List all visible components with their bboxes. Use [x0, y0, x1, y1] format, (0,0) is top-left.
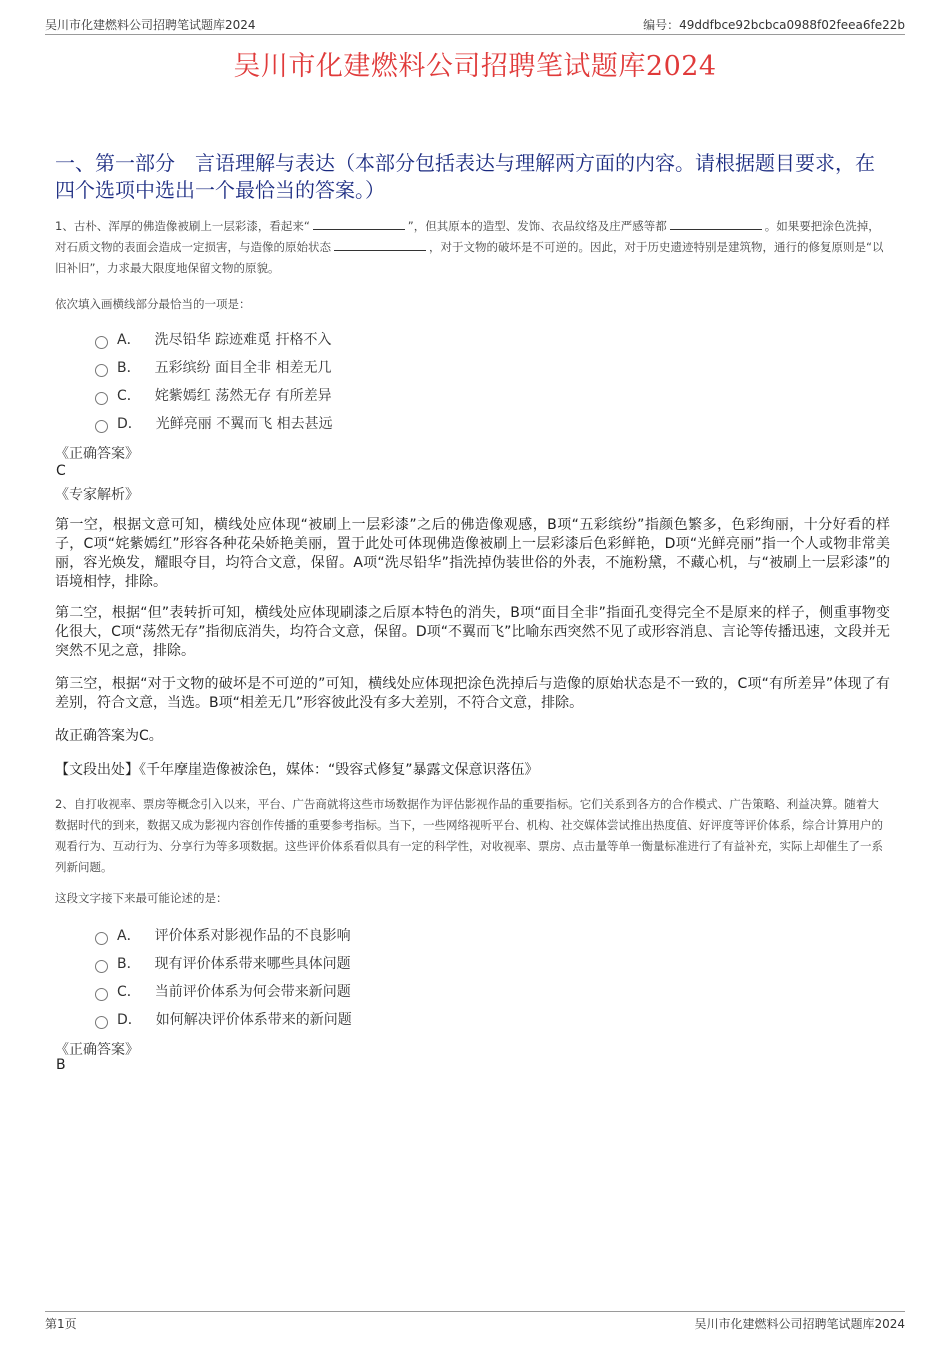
- q1-analysis-paragraph-1: 第一空，根据文意可知，横线处应体现“被刷上一层彩漆”之后的佛造像观感，B项“五彩缤纷”指颜色繁多，色彩绚丽，十分好看的样子，C项“姹紫嫣红”形容各种花朵娇艳美丽，置于此处可体现佛造像被刷上一层彩漆后色彩鲜艳，D项“光鲜亮丽”指一个人或物非常美丽，容光焕发，耀眼夺目，均符合文意，保留。A项“洗尽铅华”指洗掉伪装世俗的外表，不施粉黛，不藏心机，与“被刷上一层彩漆”的语境相悖，排除。: [55, 517, 890, 590]
- page-header: [45, 14, 905, 35]
- radio-icon[interactable]: [95, 420, 108, 433]
- radio-icon[interactable]: [95, 392, 108, 405]
- q1-prompt: 依次填入画横线部分最恰当的一项是：: [55, 297, 251, 311]
- footer-doc-title: 吴川市化建燃料公司招聘笔试题库2024: [694, 1317, 905, 1331]
- q1-blank-3: [334, 239, 426, 251]
- q1-text-b: ”，但其原本的造型、发饰、衣品纹络及庄严感等都: [407, 219, 667, 233]
- radio-icon[interactable]: [95, 988, 108, 1001]
- radio-icon[interactable]: [95, 336, 108, 349]
- q2-option-b[interactable]: B． 现有评价体系带来哪些具体问题: [95, 949, 352, 977]
- radio-icon[interactable]: [95, 364, 108, 377]
- q1-answer-value: C: [56, 463, 66, 479]
- q2-option-c[interactable]: C． 当前评价体系为何会带来新问题: [95, 977, 352, 1005]
- q1-answer-label: 《正确答案》: [55, 446, 139, 462]
- q1-options: [95, 325, 333, 437]
- q1-blank-2: [670, 218, 762, 230]
- header-code-label: 编号：: [643, 18, 680, 32]
- q2-option-a[interactable]: A． 评价体系对影视作品的不良影响: [95, 921, 352, 949]
- q1-option-c[interactable]: C． 姹紫嫣红 荡然无存 有所差异: [95, 381, 333, 409]
- page-title: 吴川市化建燃料公司招聘笔试题库2024: [233, 51, 717, 82]
- q2-answer-value: B: [56, 1057, 66, 1073]
- header-doc-code: [643, 16, 905, 33]
- q1-analysis-label: 《专家解析》: [55, 487, 139, 503]
- q1-analysis-paragraph-3: 第三空，根据“对于文物的破坏是不可逆的”可知，横线处应体现把涂色洗掉后与造像的原始状态是不一致的，C项“有所差异”体现了有差别，符合文意，当选。B项“相差无几”形容彼此没有多大差别，不符合文意，排除。: [55, 676, 890, 711]
- q2-option-d[interactable]: D． 如何解决评价体系带来的新问题: [95, 1005, 352, 1033]
- q1-text-d: ，对于文物的破坏是不可逆的。因此，对于历史遗迹特别是建筑物，通行的修复原则是“以旧补旧”，力求最大限度地保留文物的原貌。: [55, 240, 884, 275]
- radio-icon[interactable]: [95, 1016, 108, 1029]
- q1-text-a: 1、古朴、浑厚的佛造像被刷上一层彩漆，看起来“: [55, 219, 310, 233]
- header-doc-title: 吴川市化建燃料公司招聘笔试题库2024: [45, 18, 256, 32]
- q1-text-c: 。如果要把涂色洗掉，对石质文物的表面会造成一定损害，与造像的原始状态: [55, 219, 880, 254]
- footer-page-number: 第1页: [45, 1317, 77, 1331]
- page-footer: [45, 1311, 905, 1332]
- q1-option-d[interactable]: D． 光鲜亮丽 不翼而飞 相去甚远: [95, 409, 333, 437]
- radio-icon[interactable]: [95, 932, 108, 945]
- section-title: 一、第一部分 言语理解与表达（本部分包括表达与理解两方面的内容。请根据题目要求，在四个选项中选出一个最恰当的答案。）: [55, 151, 875, 202]
- q1-analysis-conclusion: 故正确答案为C。: [55, 728, 163, 744]
- q1-blank-1: [313, 218, 405, 230]
- q1-analysis-paragraph-2: 第二空，根据“但”表转折可知，横线处应体现刷漆之后原本特色的消失，B项“面目全非”指面孔变得完全不是原来的样子，侧重事物变化很大，C项“荡然无存”指彻底消失，均符合文意，保留。D项“不翼而飞”比喻东西突然不见了或形容消息、言论等传播迅速，文段并无突然不见之意，排除。: [55, 605, 890, 659]
- q1-source: 【文段出处】《千年摩崖造像被涂色，媒体：“毁容式修复”暴露文保意识落伍》: [55, 762, 539, 778]
- header-code-value: 49ddfbce92bcbca0988f02feea6fe22b: [679, 18, 905, 32]
- question-1-text: [55, 216, 890, 279]
- radio-icon[interactable]: [95, 960, 108, 973]
- q2-options: [95, 921, 352, 1033]
- question-2-text: 2、自打收视率、票房等概念引入以来，平台、广告商就将这些市场数据作为评估影视作品的重要指标。它们关系到各方的合作模式、广告策略、利益决算。随着大数据时代的到来，数据又成为影视内容创作传播的重要参考指标。当下，一些网络视听平台、机构、社交媒体尝试推出热度值、好评度等评价体系，综合计算用户的观看行为、互动行为、分享行为等多项数据。这些评价体系看似具有一定的科学性，对收视率、票房、点击量等单一衡量标准进行了有益补充，实际上却催生了一系列新问题。: [55, 797, 883, 874]
- q1-option-b[interactable]: B． 五彩缤纷 面目全非 相差无几: [95, 353, 333, 381]
- q2-answer-label: 《正确答案》: [55, 1042, 139, 1058]
- q2-prompt: 这段文字接下来最可能论述的是：: [55, 891, 228, 905]
- q1-option-a[interactable]: A． 洗尽铅华 踪迹难觅 扞格不入: [95, 325, 333, 353]
